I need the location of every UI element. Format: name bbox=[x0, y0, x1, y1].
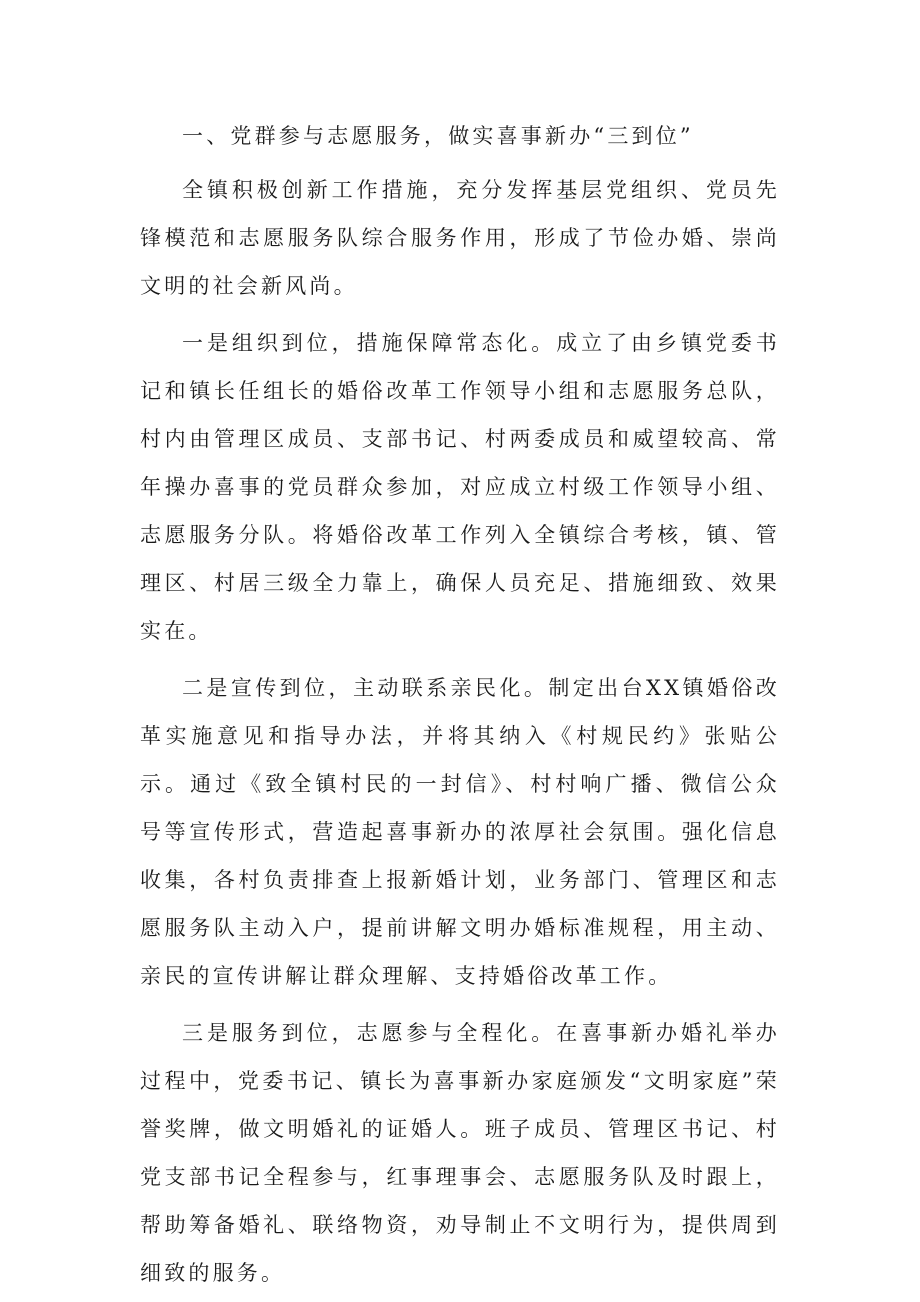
section-heading: 一、党群参与志愿服务，做实喜事新办“三到位” bbox=[182, 124, 694, 148]
paragraph-intro: 全镇积极创新工作措施，充分发挥基层党组织、党员先锋模范和志愿服务队综合服务作用，形成了节俭办婚、崇尚文明的社会新风尚。 bbox=[140, 178, 780, 298]
paragraph-service: 三是服务到位，志愿参与全程化。在喜事新办婚礼举办过程中，党委书记、镇长为喜事新办家庭颁发“文明家庭”荣誉奖牌，做文明婚礼的证婚人。班子成员、管理区书记、村党支部书记全程参与，红事理事会、志愿服务队及时跟上，帮助筹备婚礼、联络物资，劝导制止不文明行为，提供周到细致的服务。 bbox=[140, 1021, 780, 1285]
paragraph-publicity: 二是宣传到位，主动联系亲民化。制定出台XX镇婚俗改革实施意见和指导办法，并将其纳入《村规民约》张贴公示。通过《致全镇村民的一封信》、村村响广播、微信公众号等宣传形式，营造起喜事新办的浓厚社会氛围。强化信息收集，各村负责排查上报新婚计划，业务部门、管理区和志愿服务队主动入户，提前讲解文明办婚标准规程，用主动、亲民的宣传讲解让群众理解、支持婚俗改革工作。 bbox=[140, 676, 780, 988]
paragraph-organization: 一是组织到位，措施保障常态化。成立了由乡镇党委书记和镇长任组长的婚俗改革工作领导小组和志愿服务总队，村内由管理区成员、支部书记、村两委成员和威望较高、常年操办喜事的党员群众参加，对应成立村级工作领导小组、志愿服务分队。将婚俗改革工作列入全镇综合考核，镇、管理区、村居三级全力靠上，确保人员充足、措施细致、效果实在。 bbox=[140, 331, 780, 643]
